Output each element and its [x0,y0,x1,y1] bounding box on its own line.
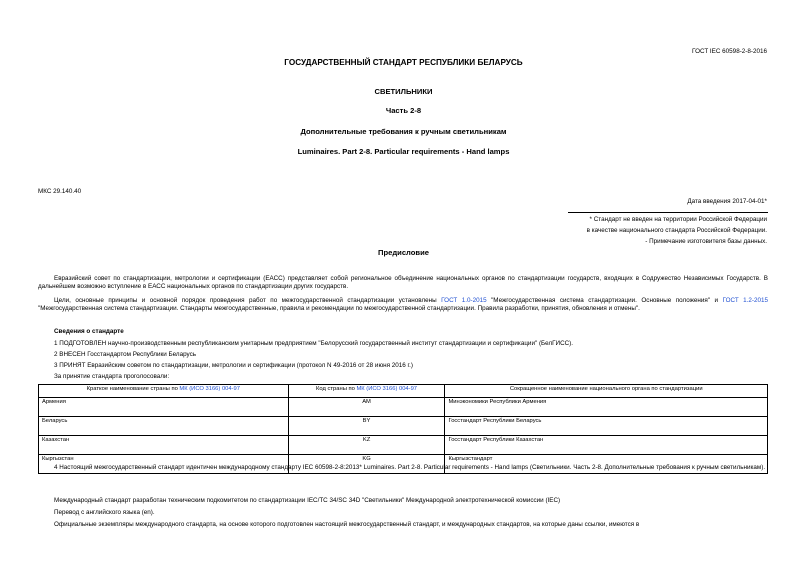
code-cell: BY [288,417,445,436]
body-cell: Госстандарт Республики Беларусь [445,417,768,436]
info-heading: Сведения о стандарте [54,328,124,335]
code-cell: KZ [288,436,445,455]
mks-code: МКС 29.140.40 [38,188,82,195]
country-cell: Казахстан [39,436,289,455]
table-row [39,436,768,455]
table-header-row [39,385,768,398]
note-line-2: в качестве национального стандарта Российской Федерации. [586,227,767,234]
countries-table [38,384,768,474]
foreword-heading: Предисловие [378,248,429,257]
mk-iso-link-1[interactable]: МК (ИСО 3166) 004-97 [179,386,241,392]
body-cell: Кыргызстандарт [445,455,768,474]
column-header-body: Сокращенное наименование национального органа по стандартизации [445,385,768,398]
foreword-paragraph-2 [38,297,768,313]
table-row [39,417,768,436]
introduction-date: Дата введения 2017-04-01* [687,198,767,205]
country-cell: Беларусь [39,417,289,436]
subtitle-english: Luminaires. Part 2-8. Particular requirements - Hand lamps [297,147,510,156]
standard-part: Часть 2-8 [385,106,422,115]
language-paragraph: Перевод с английского языка (en). [54,509,155,516]
info-item-1: 1 ПОДГОТОВЛЕН научно-производственным республиканским унитарным предприятием "Белорусский государственный институт стандартизации и сертификации" (БелГИСС). [54,340,574,347]
note-line-3: - Примечание изготовителя базы данных. [645,238,767,245]
p2-text-a: Цели, основные принципы и основной порядок проведения работ по межгосударственной стандартизации установлены [54,297,442,304]
column-header-code: Код страны по МК (ИСО 3166) 004-97 [288,385,445,398]
voted-label: За принятие стандарта проголосовали: [54,373,170,380]
body-cell: Госстандарт Республики Казахстан [445,436,768,455]
document-code: ГОСТ IEC 60598-2-8-2016 [692,48,767,55]
standard-title: СВЕТИЛЬНИКИ [374,87,433,96]
mk-iso-link-2[interactable]: МК (ИСО 3166) 004-97 [356,386,418,392]
note-line-1: * Стандарт не введен на территории Российской Федерации [589,216,767,223]
p2-text-b: "Межгосударственная система стандартизации. Основные положения" и [486,297,723,304]
country-cell: Кыргызстан [39,455,289,474]
column-header-country: Краткое наименование страны по МК (ИСО 3166) 004-97 [39,385,289,398]
gost-1-2-link[interactable]: ГОСТ 1.2-2015 [722,297,769,304]
table-row [39,398,768,417]
official-copies-paragraph: Официальные экземпляры международного стандарта, на основе которого подготовлен настоящий межгосударственный стандарт, и международных стандартов, на которые даны ссылки, имеются в [54,521,640,528]
tc-paragraph: Международный стандарт разработан техническим подкомитетом по стандартизации IEC/TC 34/SC 34D "Светильники" Международной электротехнической комиссии (IEC) [54,497,561,504]
code-cell: AM [288,398,445,417]
subtitle-russian: Дополнительные требования к ручным светильникам [300,127,507,136]
state-standard-title: ГОСУДАРСТВЕННЫЙ СТАНДАРТ РЕСПУБЛИКИ БЕЛАРУСЬ [284,58,523,67]
country-cell: Армения [39,398,289,417]
info-item-2: 2 ВНЕСЕН Госстандартом Республики Беларусь [54,351,197,358]
body-cell: Минэкономики Республики Армения [445,398,768,417]
gost-1-0-link[interactable]: ГОСТ 1.0-2015 [441,297,487,304]
foreword-paragraph-1: Евразийский совет по стандартизации, метрологии и сертификации (ЕАСС) представляет собой региональное объединение национальных органов по стандартизации государств, входящих в Содружество Независимых Государств. В дальнейшем возможно вступление в ЕАСС национальных органов по стандартизации других государств. [38,275,768,290]
note-divider [568,212,768,213]
info-item-3: 3 ПРИНЯТ Евразийским советом по стандартизации, метрологии и сертификации (протокол N 49-2016 от 28 июня 2016 г.) [54,362,413,369]
code-cell: KG [288,455,445,474]
p2-text-c: "Межгосударственная система стандартизации. Стандарты межгосударственные, правила и рекомендации по межгосударственной стандартизации. Правила разработки, принятия, обновления и отмены". [38,304,640,312]
info-item-4: 4 Настоящий межгосударственный стандарт идентичен международному стандарту IEC 60598-2-8:2013* Luminaires. Part 2-8. Particular requirements - Hand lamps (Светильники. Часть 2-8. Дополнительные требования к ручным светильникам). [54,464,766,471]
